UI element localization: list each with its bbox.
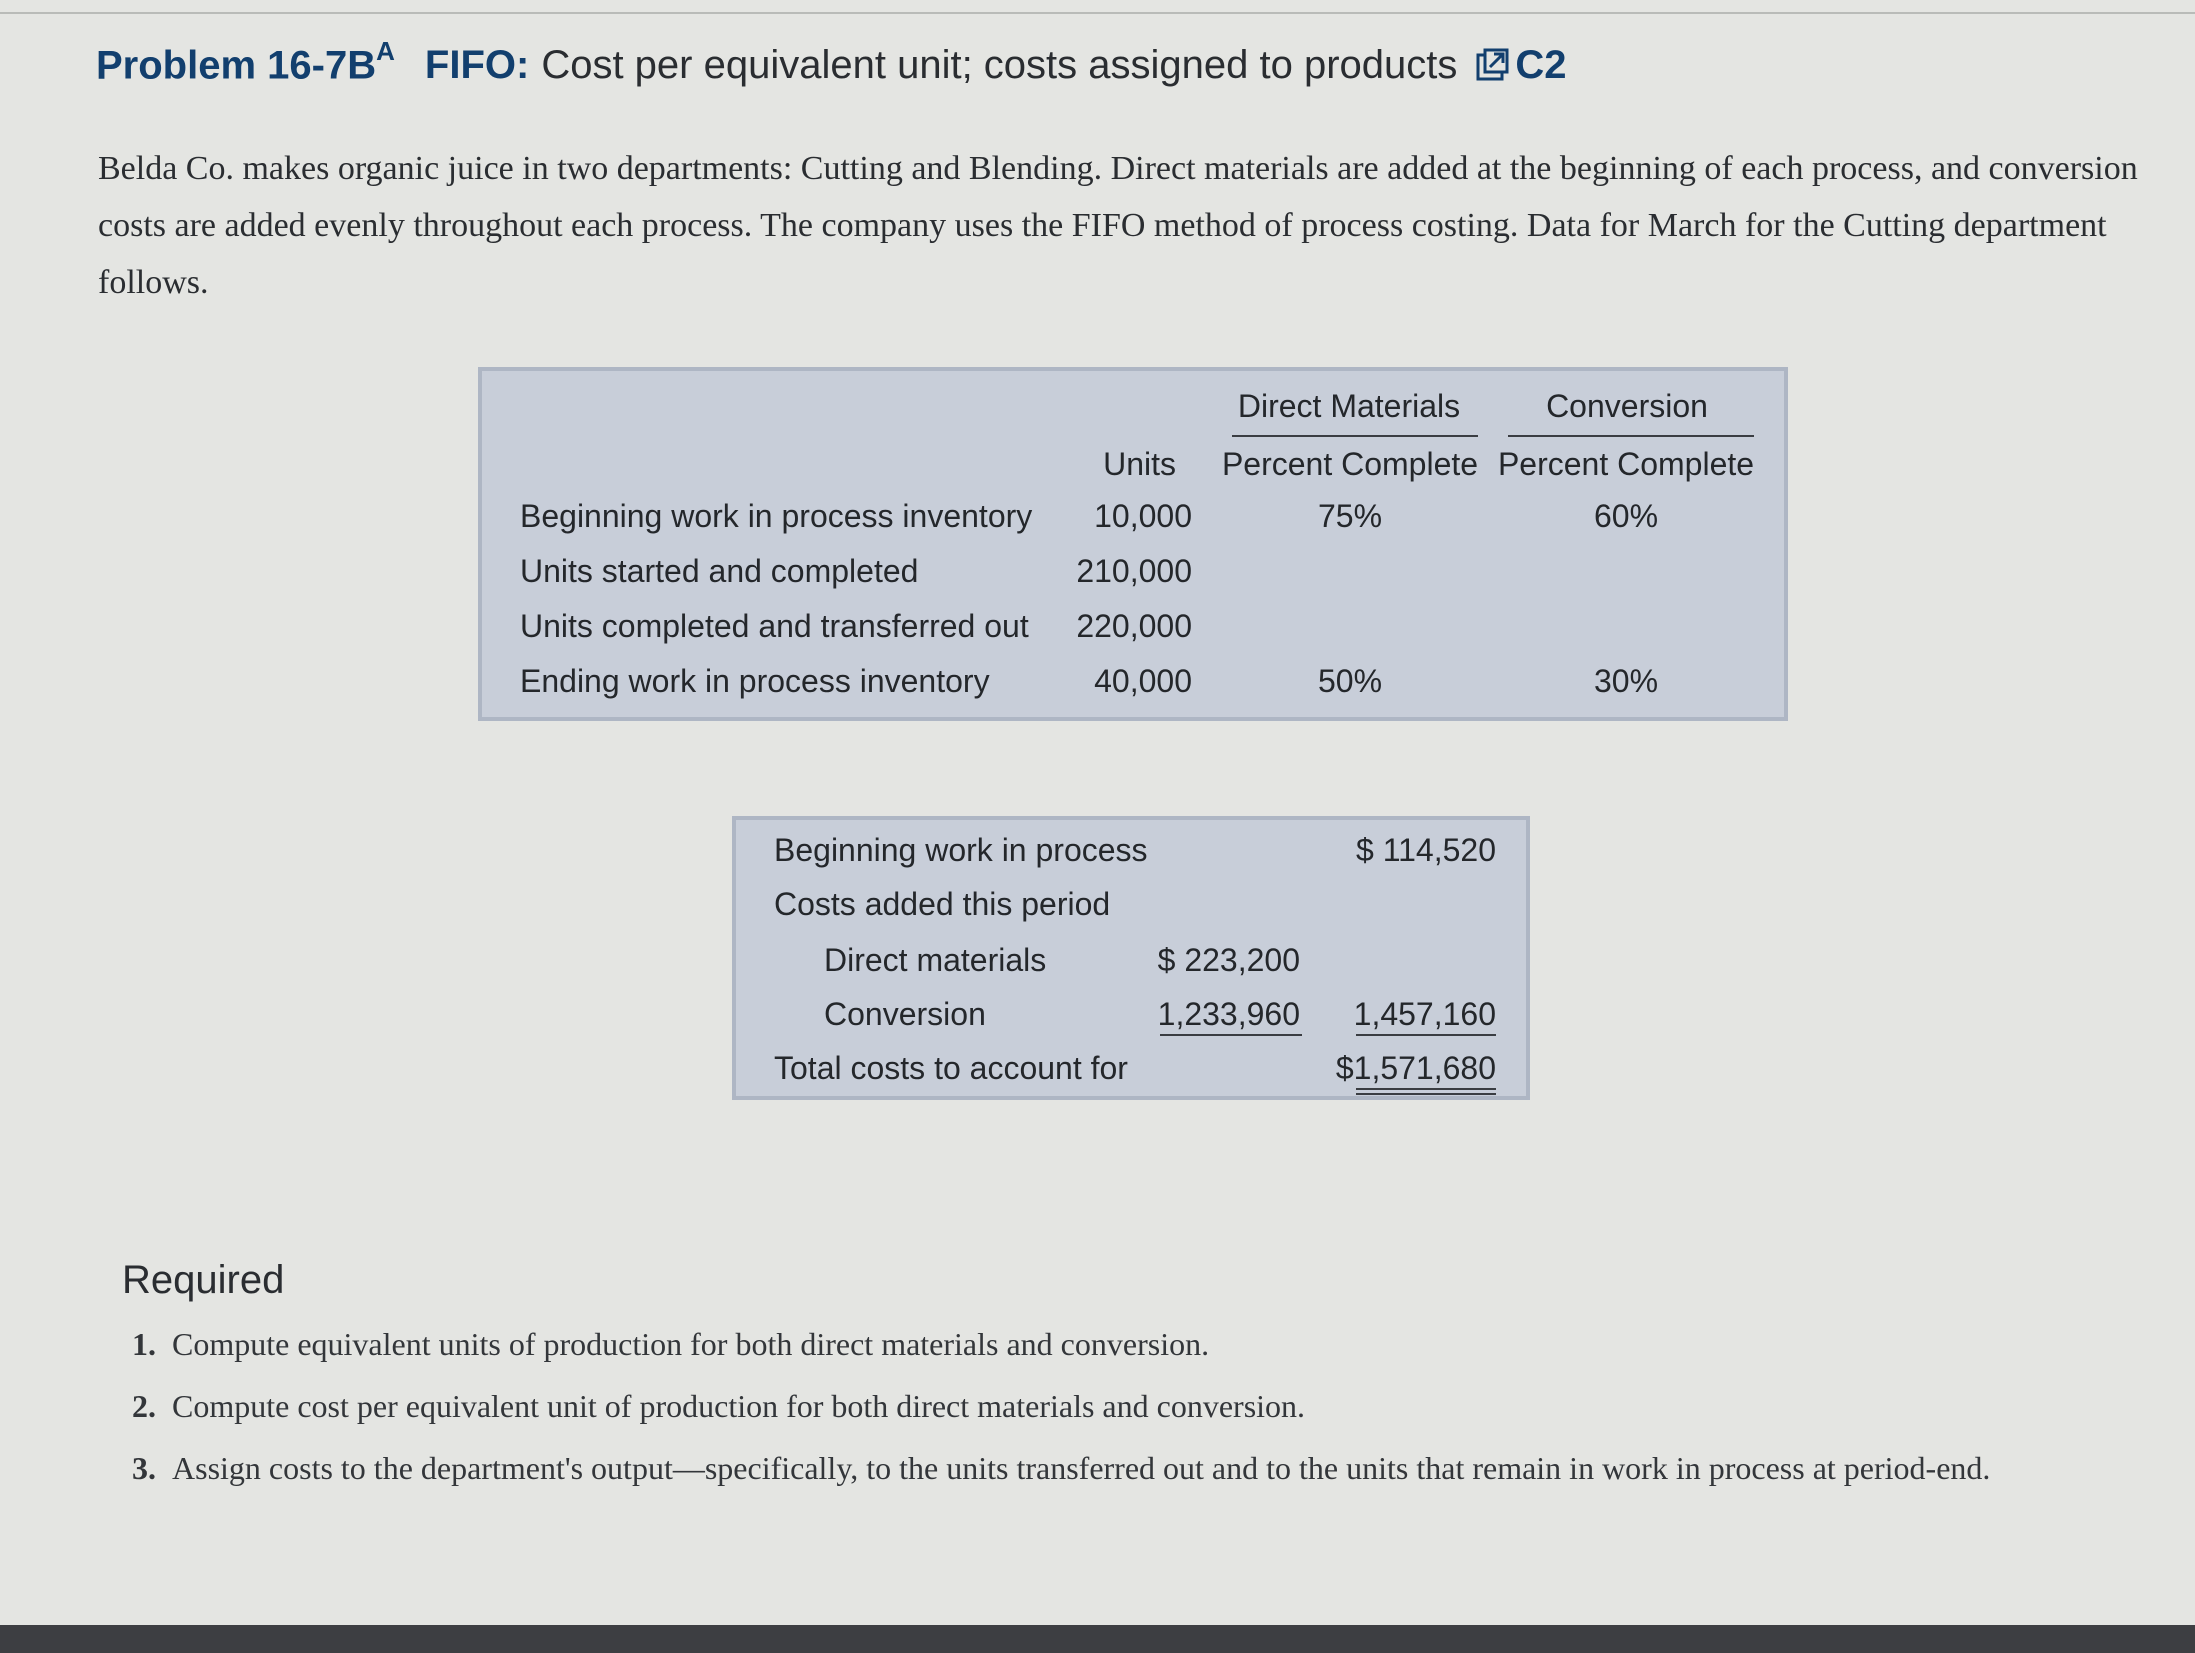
dm-header-bottom: Percent Complete [1221,446,1479,482]
beginning-wip-label: Beginning work in process [774,832,1148,868]
required-item-number: 1. [132,1326,156,1362]
required-item-number: 3. [132,1450,156,1486]
dm-header-rule [1232,435,1478,437]
row-conv-percent: 30% [1593,663,1659,699]
cost-table [732,816,1530,1100]
units-header: Units [1103,446,1176,482]
top-divider [0,12,2195,14]
row-label: Units completed and transferred out [520,608,1029,644]
units-table [478,367,1788,721]
required-item [132,1318,2132,1370]
subtotal-rule [1160,1034,1302,1036]
problem-header [96,36,1567,88]
required-title: Required [122,1258,285,1302]
problem-intro: Belda Co. makes organic juice in two departments: Cutting and Blending. Direct materials are added at the beginning of each process, and conversion costs are added evenly throughout each process. The company uses the FIFO method of process costing. Data for March for the Cutting department follows. [98,150,2138,301]
external-link-icon[interactable] [1475,48,1509,82]
problem-number: Problem $16-7B^A$ [96,36,395,88]
required-item-text: Compute cost per equivalent unit of production for both direct materials and conversion. [172,1388,1306,1424]
row-units: 10,000 [1094,498,1192,534]
row-conv-percent: 60% [1593,498,1659,534]
required-list [132,1318,2132,1504]
required-item-text: Compute equivalent units of production for both direct materials and conversion. [172,1326,1210,1362]
row-label: Ending work in process inventory [520,663,990,699]
total-costs-label: Total costs to account for [774,1050,1128,1086]
total-double-rule-top [1356,1088,1496,1090]
total-double-rule-bottom [1356,1093,1496,1095]
required-item [132,1380,2132,1432]
dm-cost-label: Direct materials [824,942,1047,978]
row-units: 220,000 [1076,608,1192,644]
required-item [132,1442,2132,1494]
row-units: 210,000 [1076,553,1192,589]
problem-subtitle: Cost per equivalent unit; costs assigned to products [541,43,1458,88]
dm-header-top: Direct Materials [1237,388,1461,424]
row-label: Beginning work in process inventory [520,498,1033,534]
costs-added-label: Costs added this period [774,886,1111,922]
beginning-wip-value: $ 114,520 [1356,832,1496,868]
screen-bottom-bar [0,1625,2195,1653]
row-units: 40,000 [1094,663,1192,699]
total-costs-value: $1,571,680 [1335,1050,1496,1086]
row-dm-percent: 75% [1317,498,1383,534]
conversion-cost-value: 1,233,960 [1157,996,1300,1032]
conv-header-top: Conversion [1546,388,1708,424]
row-label: Units started and completed [520,553,919,589]
problem-suffix: A [376,36,395,66]
conv-header-bottom: Percent Complete [1497,446,1755,482]
topic-label: FIFO: [424,43,530,88]
conv-header-rule [1508,435,1754,437]
learning-objective[interactable]: C2 [1515,43,1567,88]
costs-added-rule [1356,1034,1496,1036]
problem-topic [425,43,529,88]
conversion-cost-label: Conversion [824,996,986,1032]
required-item-number: 2. [132,1388,156,1424]
dm-cost-value: $ 223,200 [1157,942,1300,978]
costs-added-total: 1,457,160 [1353,996,1496,1032]
row-dm-percent: 50% [1317,663,1383,699]
required-item-text: Assign costs to the department's output—specifically, to the units transferred out and to the units that remain in work in process at period-end. [172,1450,1991,1486]
